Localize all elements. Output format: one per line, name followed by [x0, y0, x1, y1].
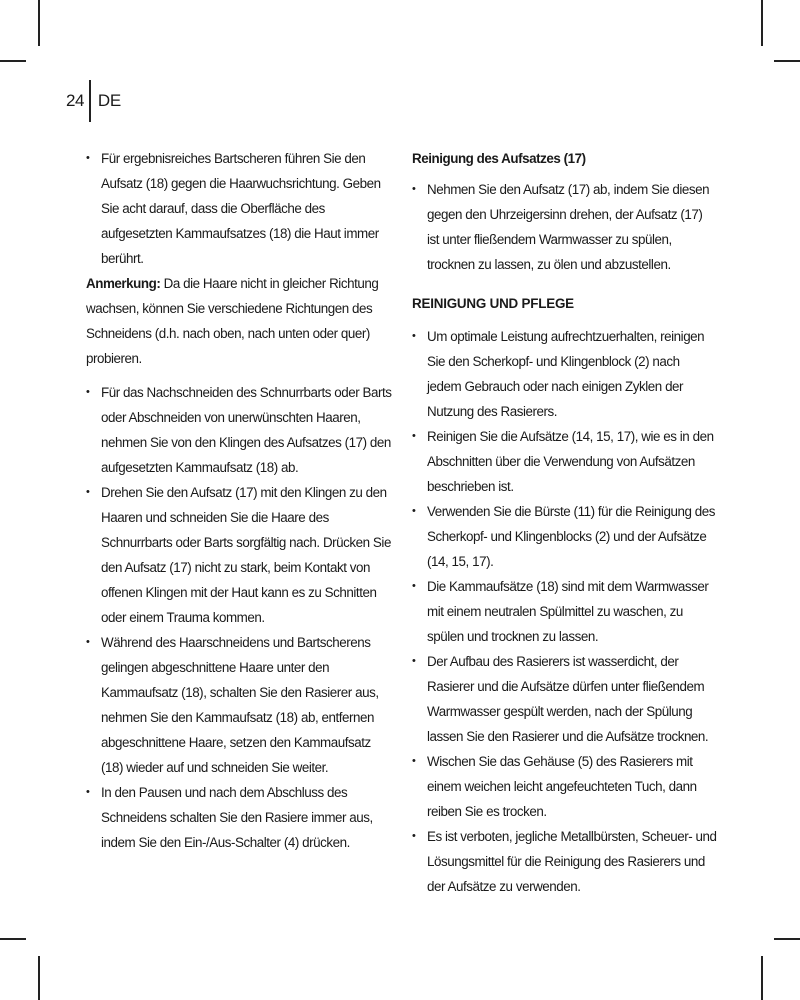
list-item: • Drehen Sie den Aufsatz (17) mit den Klingen zu den Haaren und schneiden Sie die Haare des Schnurrbarts oder Barts sorgfältig nach. Drücken Sie den Aufsatz (17) nicht zu stark, beim Kontakt von offenen Klingen mit der Haut kann es zu Schnitten oder einem Trauma kommen.	[86, 480, 396, 630]
bullet-list	[86, 146, 396, 271]
list-item: • Während des Haarschneidens und Bartscherens gelingen abgeschnittene Haare unter den Kammaufsatz (18), schalten Sie den Rasierer aus, nehmen Sie den Kammaufsatz (18) ab, entfernen abgeschnittene Haare, setzen den Kammaufsatz (18) wieder auf und schneiden Sie weiter.	[86, 630, 396, 780]
crop-mark	[38, 0, 40, 46]
crop-mark	[761, 956, 763, 1000]
left-column	[86, 146, 396, 855]
list-item: • Verwenden Sie die Bürste (11) für die Reinigung des Scherkopf- und Klingenblocks (2) und der Aufsätze (14, 15, 17).	[412, 499, 717, 574]
bullet-list	[412, 177, 717, 277]
page-number: 24	[66, 91, 84, 110]
language-code: DE	[97, 91, 121, 110]
note-text: Da die Haare nicht in gleicher Richtung wachsen, können Sie verschiedene Richtungen des Schneidens (d.h. nach oben, nach unten oder quer) probieren.	[86, 276, 379, 366]
header-divider	[89, 80, 91, 122]
crop-mark	[761, 0, 763, 46]
list-item: • Um optimale Leistung aufrechtzuerhalten, reinigen Sie den Scherkopf- und Klingenblock (2) nach jedem Gebrauch oder nach einigen Zyklen der Nutzung des Rasierers.	[412, 324, 717, 424]
subheading: Reinigung des Aufsatzes (17)	[412, 151, 586, 166]
list-item: • Es ist verboten, jegliche Metallbürsten, Scheuer- und Lösungsmittel für die Reinigung des Rasierers und der Aufsätze zu verwenden.	[412, 824, 717, 899]
list-item: • Die Kammaufsätze (18) sind mit dem Warmwasser mit einem neutralen Spülmittel zu waschen, zu spülen und trocknen zu lassen.	[412, 574, 717, 649]
bullet-list	[86, 380, 396, 855]
list-item: • Reinigen Sie die Aufsätze (14, 15, 17), wie es in den Abschnitten über die Verwendung von Aufsätzen beschrieben ist.	[412, 424, 717, 499]
crop-mark	[0, 938, 26, 940]
crop-mark	[0, 60, 26, 62]
bullet-list	[412, 324, 717, 899]
note-label: Anmerkung:	[86, 276, 161, 291]
list-item: • Für das Nachschneiden des Schnurrbarts oder Barts oder Abschneiden von unerwünschten Haaren, nehmen Sie von den Klingen des Aufsatzes (17) den aufgesetzten Kammaufsatz (18) ab.	[86, 380, 396, 480]
page-header	[66, 80, 121, 122]
crop-mark	[774, 938, 800, 940]
list-item: • Wischen Sie das Gehäuse (5) des Rasierers mit einem weichen leicht angefeuchteten Tuch, dann reiben Sie es trocken.	[412, 749, 717, 824]
right-column	[412, 146, 717, 899]
list-item: • Nehmen Sie den Aufsatz (17) ab, indem Sie diesen gegen den Uhrzeigersinn drehen, der Aufsatz (17) ist unter fließendem Warmwasser zu spülen, trocknen zu lassen, zu ölen und abzustellen.	[412, 177, 717, 277]
list-item: • In den Pausen und nach dem Abschluss des Schneidens schalten Sie den Rasiere immer aus, indem Sie den Ein-/Aus-Schalter (4) drücken.	[86, 780, 396, 855]
list-item: • Der Aufbau des Rasierers ist wasserdicht, der Rasierer und die Aufsätze dürfen unter fließendem Warmwasser gespült werden, nach der Spülung lassen Sie den Rasierer und die Aufsätze trocknen.	[412, 649, 717, 749]
section-heading: REINIGUNG UND PFLEGE	[412, 296, 574, 311]
list-item: • Für ergebnisreiches Bartscheren führen Sie den Aufsatz (18) gegen die Haarwuchsrichtung. Geben Sie acht darauf, dass die Oberfläche des aufgesetzten Kammaufsatzes (18) die Haut immer berührt.	[86, 146, 396, 271]
crop-mark	[774, 60, 800, 62]
crop-mark	[38, 956, 40, 1000]
note-paragraph	[86, 271, 396, 371]
